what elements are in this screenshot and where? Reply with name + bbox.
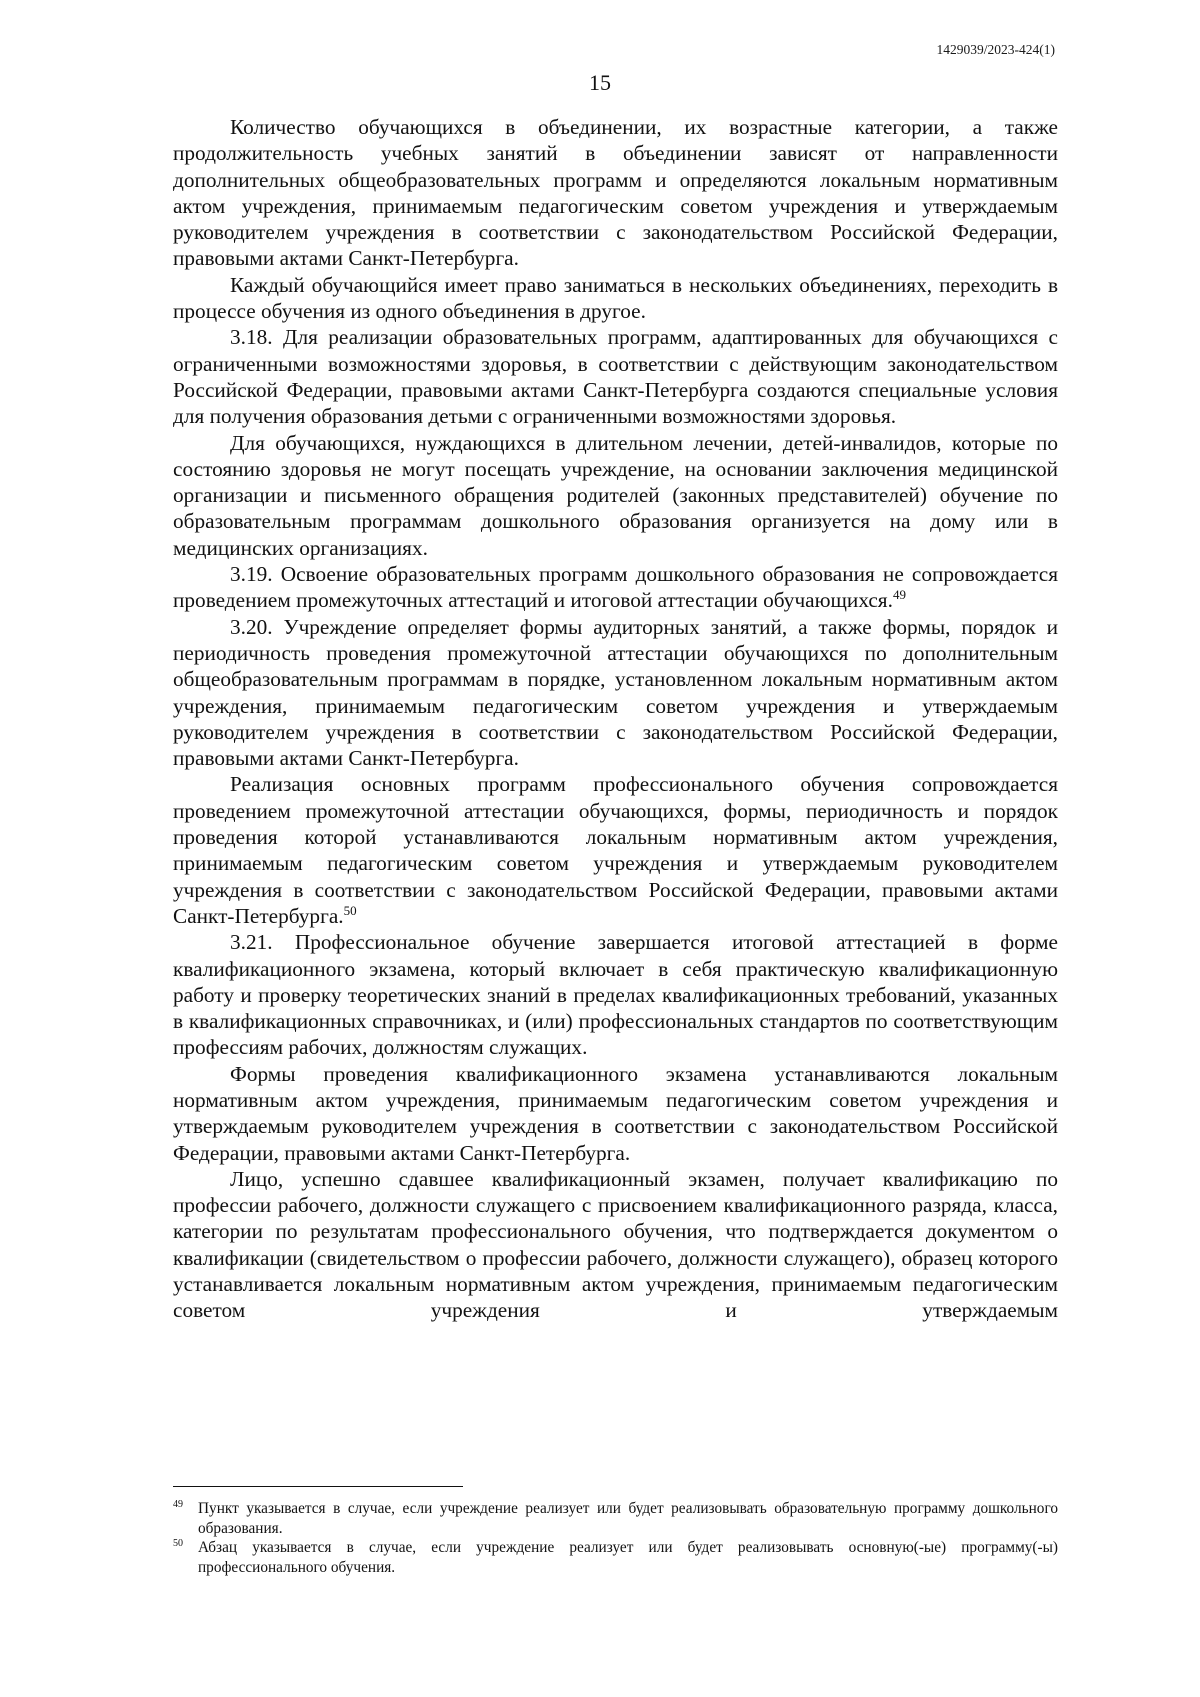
paragraph: 3.21. Профессиональное обучение завершается итоговой аттестацией в форме квалификационного экзамена, который включает в себя практическую квалификационную работу и проверку теоретических знаний в пределах квалификационных требований, указанных в квалификационных справочниках, и (или) профессиональных стандартов по соответствующим профессиям рабочих, должностям служащих. <box>173 930 1058 1060</box>
footnote-text: Абзац указывается в случае, если учреждение реализует или будет реализовывать основную(-ые) программу(-ы) профессионального обучения. <box>198 1539 1058 1576</box>
footnote-number: 50 <box>173 1538 183 1549</box>
footnote <box>173 1538 1058 1577</box>
footnote <box>173 1499 1058 1538</box>
footnote-reference: 49 <box>892 587 906 603</box>
footnote-separator <box>173 1486 463 1487</box>
footnote-reference: 50 <box>343 902 357 918</box>
paragraph: Реализация основных программ профессионального обучения сопровождается проведением промежуточной аттестации обучающихся, формы, периодичность и порядок проведения которой устанавливаются локальным нормативным актом учреждения, принимаемым педагогическим советом учреждения и утверждаемым руководителем учреждения в соответствии с законодательством Российской Федерации, правовыми актами Санкт-Петербурга.$^{50}$ <box>173 772 1058 928</box>
paragraph: 3.18. Для реализации образовательных программ, адаптированных для обучающихся с ограниченными возможностями здоровья, в соответствии с действующим законодательством Российской Федерации, правовыми актами Санкт-Петербурга создаются специальные условия для получения образования детьми с ограниченными возможностями здоровья. <box>173 325 1058 429</box>
paragraph: Лицо, успешно сдавшее квалификационный экзамен, получает квалификацию по профессии рабочего, должности служащего с присвоением квалификационного разряда, класса, категории по результатам профессионального обучения, что подтверждается документом о квалификации (свидетельством о профессии рабочего, должности служащего), образец которого устанавливается локальным нормативным актом учреждения, принимаемым педагогическим советом учреждения и утверждаемым <box>173 1166 1058 1323</box>
paragraph: 3.19. Освоение образовательных программ дошкольного образования не сопровождается проведением промежуточных аттестаций и итоговой аттестации обучающихся.$^{49}$ <box>173 562 1058 613</box>
body-text <box>173 114 1058 1324</box>
page-number: 15 <box>589 70 611 95</box>
footnote-number: 49 <box>173 1499 183 1510</box>
paragraph: 3.20. Учреждение определяет формы аудиторных занятий, а также формы, порядок и периодичность проведения промежуточной аттестации обучающихся по дополнительным общеобразовательным программам в порядке, установленном локальным нормативным актом учреждения, принимаемым педагогическим советом учреждения и утверждаемым руководителем учреждения в соответствии с законодательством Российской Федерации, правовыми актами Санкт-Петербурга. <box>173 614 1058 771</box>
footnote-text: Пункт указывается в случае, если учреждение реализует или будет реализовывать образовательную программу дошкольного образования. <box>198 1500 1058 1537</box>
document-id: 1429039/2023-424(1) <box>936 42 1055 57</box>
paragraph: Количество обучающихся в объединении, их возрастные категории, а также продолжительность учебных занятий в объединении зависят от направленности дополнительных общеобразовательных программ и определяются локальным нормативным актом учреждения, принимаемым педагогическим советом учреждения и утверждаемым руководителем учреждения в соответствии с законодательством Российской Федерации, правовыми актами Санкт-Петербурга. <box>173 115 1058 271</box>
paragraph: Для обучающихся, нуждающихся в длительном лечении, детей-инвалидов, которые по состоянию здоровья не могут посещать учреждение, на основании заключения медицинской организации и письменного обращения родителей (законных представителей) обучение по образовательным программам дошкольного образования организуется на дому или в медицинских организациях. <box>173 430 1058 560</box>
paragraph: Формы проведения квалификационного экзамена устанавливаются локальным нормативным актом учреждения, принимаемым педагогическим советом учреждения и утверждаемым руководителем учреждения в соответствии с законодательством Российской Федерации, правовыми актами Санкт-Петербурга. <box>173 1061 1058 1165</box>
footnotes <box>173 1499 1058 1577</box>
paragraph: Каждый обучающийся имеет право заниматься в нескольких объединениях, переходить в процессе обучения из одного объединения в другое. <box>173 272 1058 324</box>
